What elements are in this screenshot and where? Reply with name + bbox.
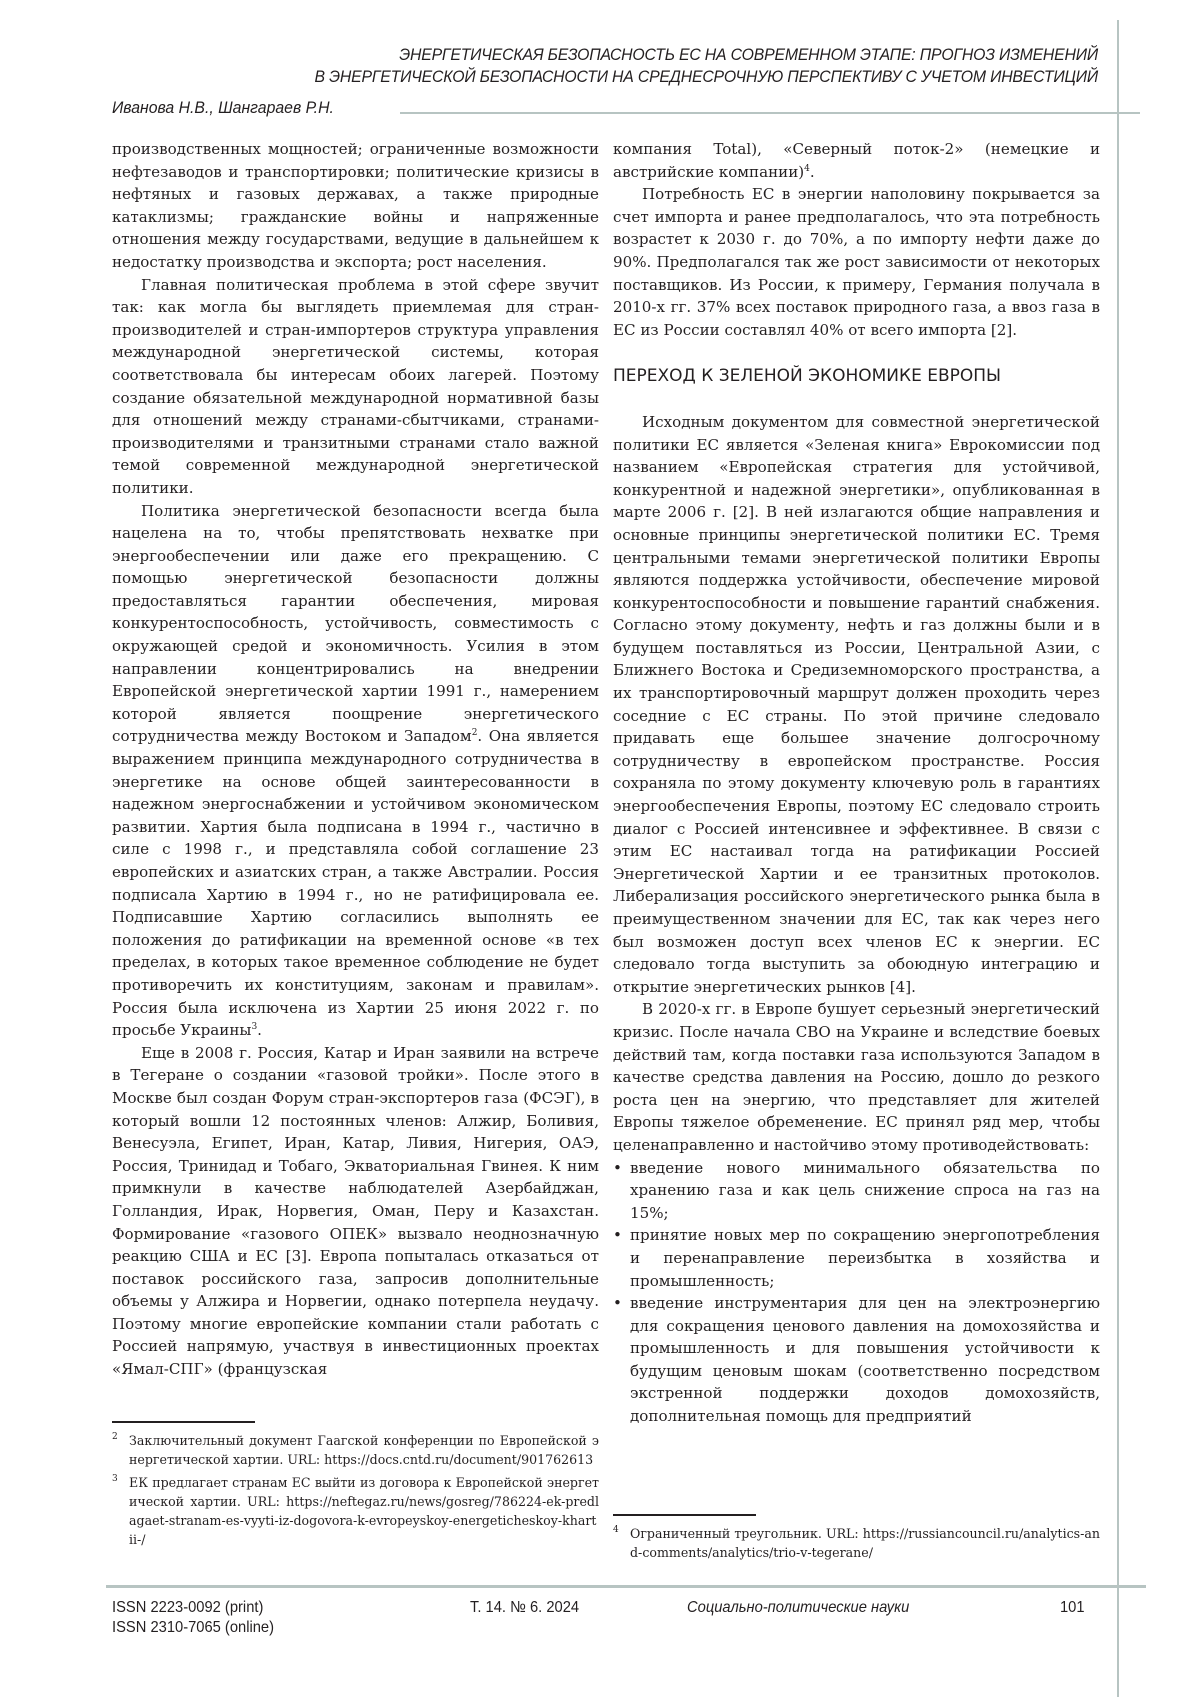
footnotes-right: [613, 1514, 1100, 1566]
footnote-ref[interactable]: 4: [804, 163, 810, 174]
list-item: [613, 1224, 1100, 1292]
right-column: [613, 138, 1100, 1428]
footnote-number: 4: [613, 1525, 619, 1535]
running-title-line-1: ЭНЕРГЕТИЧЕСКАЯ БЕЗОПАСНОСТЬ ЕС НА СОВРЕМЕННОМ ЭТАПЕ: ПРОГНОЗ ИЗМЕНЕНИЙ: [399, 45, 1098, 64]
page-number: 101: [1060, 1599, 1085, 1616]
paragraph-text: Политика энергетической безопасности всегда была нацелена на то, чтобы препятствовать нехватке при энергообеспечении или даже его прекращению. С помощью энергетической безопасности должны предоставляться гарантии обеспечения, мировая конкурентоспособность, устойчивость, совместимость с окружающей средой и экономичность. Усилия в этом направлении концентрировались на внедрении Европейской энергетической хартии 1991 г., намерением которой является поощрение энергетического сотрудничества между Востоком и Западом: [112, 501, 599, 746]
section-heading: ПЕРЕХОД К ЗЕЛЕНОЙ ЭКОНОМИКЕ ЕВРОПЫ: [613, 366, 1002, 387]
footnote-ref[interactable]: 2: [471, 728, 478, 739]
footnote-text[interactable]: Заключительный документ Гаагской конференции по Европейской энергетической хартии. URL: https://docs.cntd.ru/document/901762613: [129, 1433, 599, 1467]
list-item: [613, 1292, 1100, 1428]
footnote: [613, 1524, 1100, 1562]
issn-print: ISSN 2223-0092 (print): [112, 1599, 264, 1616]
paragraph-text: .: [257, 1021, 262, 1040]
running-title: [188, 44, 1098, 88]
measures-list: [613, 1157, 1100, 1428]
footnote: [112, 1431, 599, 1469]
header-rule: [400, 112, 1140, 114]
bullet-icon: •: [613, 1226, 622, 1245]
footer-issn: [112, 1598, 274, 1638]
left-column: [112, 138, 599, 1381]
footnote-rule: [613, 1514, 756, 1516]
paragraph: Главная политическая проблема в этой сфере звучит так: как могла бы выглядеть приемлемая для стран-производителей и стран-импортеров структура управления международной энергетической системы, которая соответствовала бы интересам обоих лагерей. Поэтому создание обязательной международной нормативной базы для отношений между странами-сбытчиками, странами-производителями и транзитными странами стало важной темой современной международной энергетической политики.: [112, 275, 599, 497]
list-item-text: принятие новых мер по сокращению энергопотребления и перенаправление переизбытка в хозяйства и промышленность;: [630, 1226, 1100, 1290]
paragraph-text: .: [809, 162, 815, 181]
margin-rule: [1117, 20, 1119, 1697]
footnote-text[interactable]: Ограниченный треугольник. URL: https://russiancouncil.ru/analytics-and-comments/analytics/trio-v-tegerane/: [630, 1526, 1100, 1560]
footer-issue: Т. 14. № 6. 2024: [470, 1599, 580, 1616]
authors: Иванова Н.В., Шангараев Р.Н.: [112, 98, 334, 117]
footnotes-left: [112, 1421, 599, 1553]
footnote-rule: [112, 1421, 255, 1423]
paragraph-text: компания Total), «Северный поток-2» (немецкие и австрийские компании): [613, 140, 1100, 181]
issn-online: ISSN 2310-7065 (online): [112, 1619, 275, 1636]
bullet-icon: •: [613, 1294, 622, 1313]
footnote-text[interactable]: ЕК предлагает странам ЕС выйти из договора к Европейской энергетической хартии. URL: https://neftegaz.ru/news/gosreg/786224-ek-predlagaet-stranam-es-vyyti-iz-dogovora-k-evropeyskoy-energeticheskoy-khartii-/: [129, 1475, 599, 1547]
footnote-number: 2: [112, 1432, 118, 1442]
footnote-number: 3: [112, 1474, 118, 1484]
list-item: [613, 1157, 1100, 1225]
footer-journal-name: Социально-политические науки: [687, 1599, 910, 1616]
list-item-text: введение инструментария для цен на электроэнергию для сокращения ценового давления на домохозяйства и промышленность и для повышения устойчивости к будущим ценовым шокам (соответственно посредством экстренной поддержки доходов домохозяйств, дополнительная помощь для предприятий: [630, 1294, 1100, 1426]
paragraph: Исходным документом для совместной энергетической политики ЕС является «Зеленая книга» Еврокомиссии под названием «Европейская стратегия для устойчивой, конкурентной и надежной энергетики», опубликованная в марте 2006 г. [2]. В ней излагаются общие направления и основные принципы энергетической политики ЕС. Тремя центральными темами энергетической политики Европы являются поддержка устойчивости, обеспечение мировой конкурентоспособности и повышение гарантий снабжения. Согласно этому документу, нефть и газ должны были и в будущем поставляться из России, Центральной Азии, с Ближнего Востока и Средиземноморского пространства, а их транспортировочный маршрут должен проходить через соседние с ЕС страны. По этой причине следовало придавать еще большее значение долгосрочному сотрудничеству в европейском пространстве. Россия сохраняла по этому документу ключевую роль в гарантиях энергообеспечения Европы, поэтому ЕС следовало строить диалог с Россией интенсивнее и эффективнее. В связи с этим ЕС настаивал тогда на ратификации Россией Энергетической Хартии и ее транзитных протоколов. Либерализация российского энергетического рынка была в преимущественном значении для ЕС, так как через него был возможен доступ всех членов ЕС к энергии. ЕС следовало тогда выступить за обоюдную интеграцию и открытие энергетических рынков [4].: [613, 412, 1100, 996]
running-title-line-2: В ЭНЕРГЕТИЧЕСКОЙ БЕЗОПАСНОСТИ НА СРЕДНЕСРОЧНУЮ ПЕРСПЕКТИВУ С УЧЕТОМ ИНВЕСТИЦИЙ: [314, 67, 1098, 86]
paragraph: производственных мощностей; ограниченные возможности нефтезаводов и транспортировки; политические кризисы в нефтяных и газовых державах, а также природные катаклизмы; гражданские войны и напряженные отношения между государствами, ведущие в дальнейшем к недостатку производства и экспорта; рост населения.: [112, 140, 599, 271]
footer-rule: [106, 1585, 1146, 1588]
footnote-ref[interactable]: 3: [251, 1022, 258, 1033]
paragraph: [613, 138, 1100, 183]
paragraph: [112, 500, 599, 1042]
paragraph: В 2020-х гг. в Европе бушует серьезный энергетический кризис. После начала СВО на Украине и вследствие боевых действий там, когда поставки газа используются Западом в качестве средства давления на Россию, дошло до резкого роста цен на энергию, что представляет для жителей Европы тяжелое обременение. ЕС принял ряд мер, чтобы целенаправленно и настойчиво этому противодействовать:: [613, 1000, 1100, 1154]
paragraph: Еще в 2008 г. Россия, Катар и Иран заявили на встрече в Тегеране о создании «газовой тройки». После этого в Москве был создан Форум стран-экспортеров газа (ФСЭГ), в который вошли 12 постоянных членов: Алжир, Боливия, Венесуэла, Египет, Иран, Катар, Ливия, Нигерия, ОАЭ, Россия, Тринидад и Тобаго, Экваториальная Гвинея. К ним примкнули в качестве наблюдателей Азербайджан, Голландия, Ирак, Норвегия, Оман, Перу и Казахстан. Формирование «газового ОПЕК» вызвало неоднозначную реакцию США и ЕС [3]. Европа попыталась отказаться от поставок российского газа, запросив дополнительные объемы у Алжира и Норвегии, однако потерпела неудачу. Поэтому многие европейские компании стали работать с Россией напрямую, участвуя в инвестиционных проектах «Ямал-СПГ» (французская: [112, 1043, 599, 1379]
paragraph: Потребность ЕС в энергии наполовину покрывается за счет импорта и ранее предполагалось, что эта потребность возрастет к 2030 г. до 70%, а по импорту нефти даже до 90%. Предполагался так же рост зависимости от некоторых поставщиков. Из России, к примеру, Германия получала в 2010-х гг. 37% всех поставок природного газа, а ввоз газа в ЕС из России составлял 40% от всего импорта [2].: [613, 185, 1100, 339]
list-item-text: введение нового минимального обязательства по хранению газа и как цель снижение спроса на газ на 15%;: [630, 1158, 1100, 1222]
bullet-icon: •: [613, 1158, 622, 1177]
footnote: [112, 1473, 599, 1549]
paragraph-text: . Она является выражением принципа международного сотрудничества в энергетике на основе общей заинтересованности в надежном энергоснабжении и устойчивом экономическом развитии. Хартия была подписана в 1994 г., частично в силе с 1998 г., и представляла собой соглашение 23 европейских и азиатских стран, а также Австралии. Россия подписала Хартию в 1994 г., но не ратифицировала ее. Подписавшие Хартию согласились выполнять ее положения до ратификации на временной основе «в тех пределах, в которых такое временное соблюдение не будет противоречить их конституциям, законам и правилам». Россия была исключена из Хартии 25 июня 2022 г. по просьбе Украины: [112, 727, 599, 1040]
